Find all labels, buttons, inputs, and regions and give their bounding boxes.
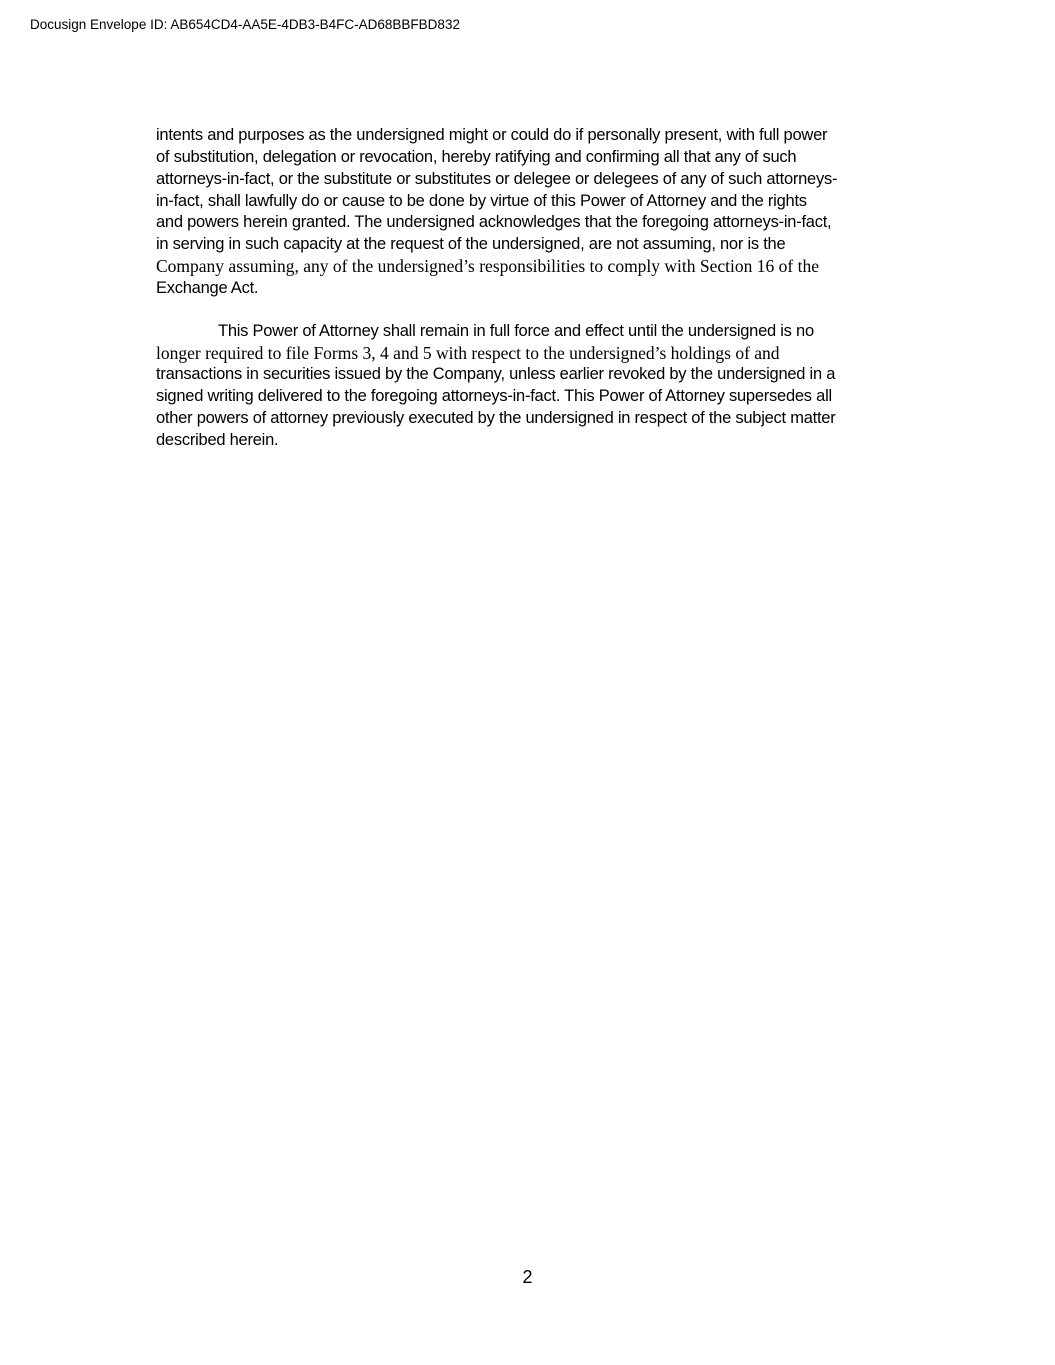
paragraph-duration — [156, 321, 902, 452]
text-line: attorneys-in-fact, or the substitute or substitutes or delegee or delegees of any of such attorneys- — [156, 169, 838, 188]
page-number: 2 — [522, 1267, 533, 1287]
text-line: and powers herein granted. The undersigned acknowledges that the foregoing attorneys-in-fact, — [156, 213, 832, 232]
document-body — [156, 125, 902, 452]
text-line: described herein. — [156, 430, 279, 449]
text-line: in-fact, shall lawfully do or cause to be done by virtue of this Power of Attorney and the rights — [156, 191, 807, 210]
text-line: of substitution, delegation or revocation, hereby ratifying and confirming all that any of such — [156, 147, 797, 166]
text-line: longer required to file Forms 3, 4 and 5 with respect to the undersigned’s holdings of and — [156, 342, 780, 363]
text-line: Exchange Act. — [156, 278, 259, 297]
text-line: signed writing delivered to the foregoing attorneys-in-fact. This Power of Attorney supersedes all — [156, 387, 832, 406]
paragraph-ratification — [156, 125, 902, 300]
text-line: in serving in such capacity at the request of the undersigned, are not assuming, nor is the — [156, 235, 786, 254]
text-line: Company assuming, any of the undersigned’s responsibilities to comply with Section 16 of the — [156, 256, 819, 277]
text-line: intents and purposes as the undersigned might or could do if personally present, with full power — [156, 126, 828, 144]
text-line: other powers of attorney previously executed by the undersigned in respect of the subject matter — [156, 409, 836, 428]
docusign-envelope-id: Docusign Envelope ID: AB654CD4-AA5E-4DB3-B4FC-AD68BBFBD832 — [30, 17, 460, 32]
text-line: transactions in securities issued by the Company, unless earlier revoked by the undersigned in a — [156, 365, 836, 384]
text-line: This Power of Attorney shall remain in full force and effect until the undersigned is no — [218, 321, 814, 340]
